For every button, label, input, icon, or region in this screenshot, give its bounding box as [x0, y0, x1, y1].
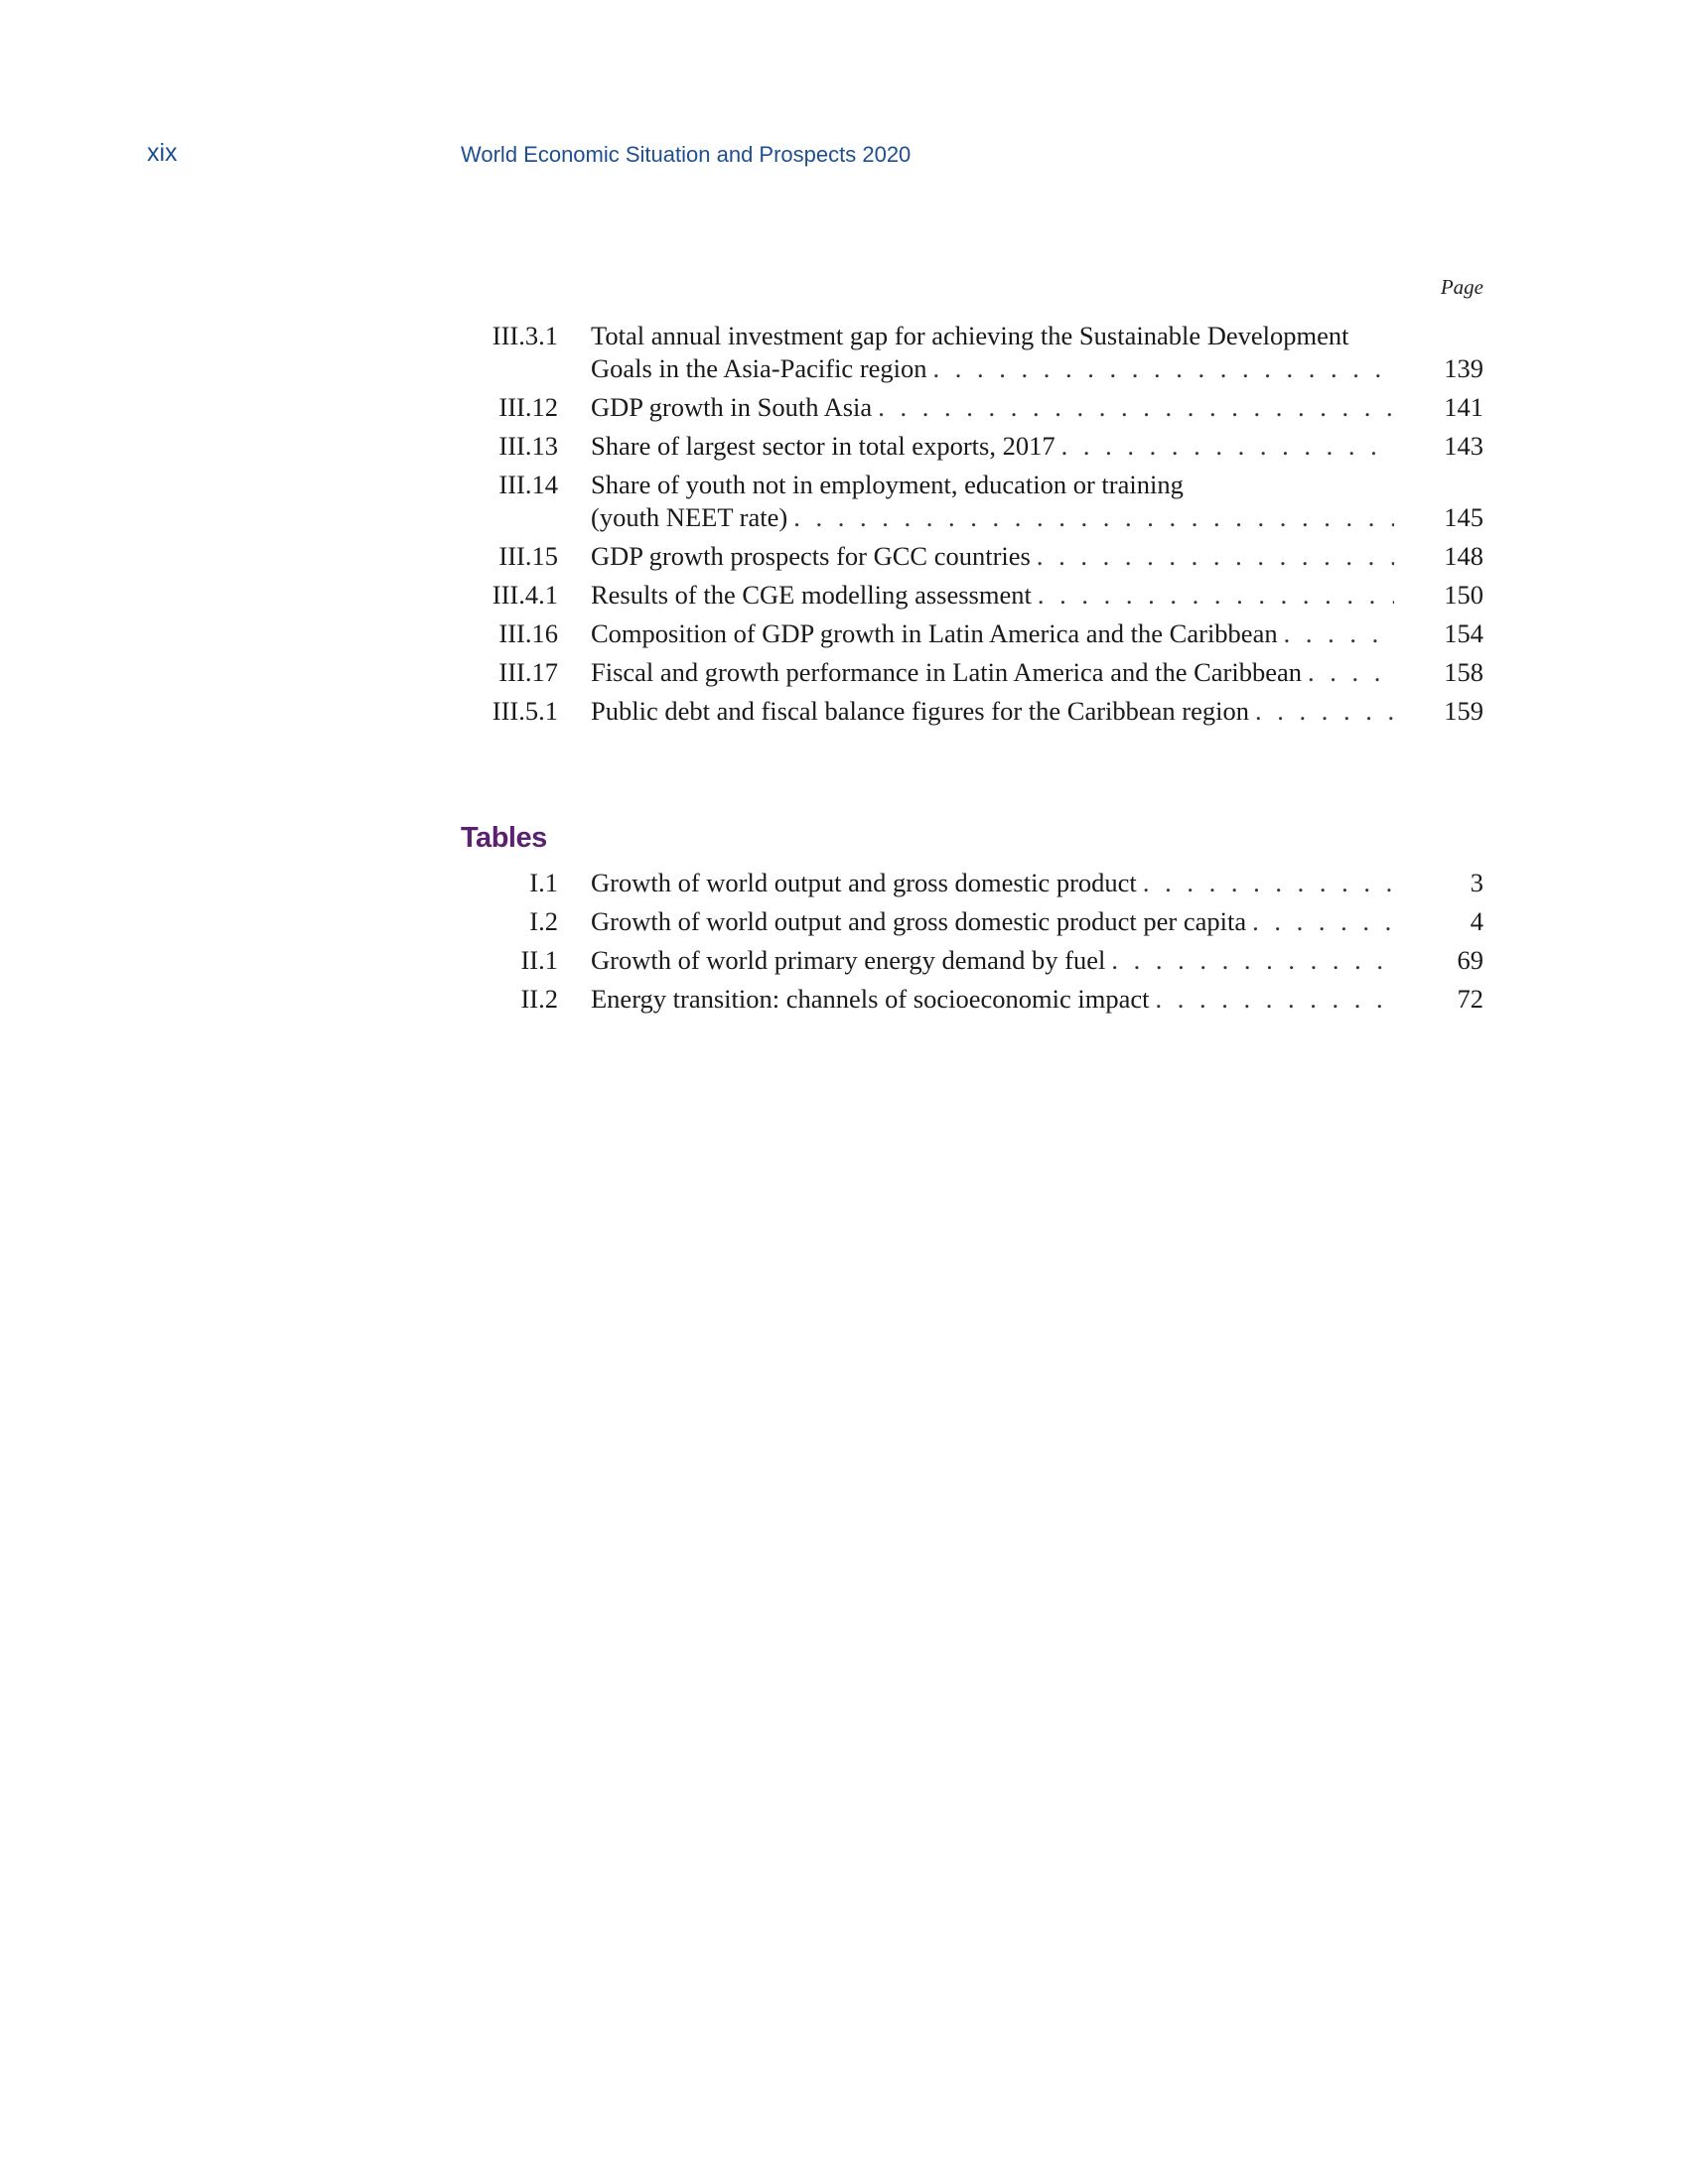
dot-leader: [1252, 905, 1394, 938]
figures-list: [461, 320, 1483, 734]
entry-number: III.14: [498, 470, 558, 499]
running-head: [0, 139, 1688, 179]
dot-leader: [1111, 944, 1394, 977]
entry-title: GDP growth in South Asia: [591, 392, 873, 422]
dot-leader: [1061, 430, 1394, 463]
entry-number: III.17: [498, 657, 558, 687]
figure-entry[interactable]: [461, 695, 1483, 728]
entry-title: Growth of world output and gross domestic product per capita: [591, 906, 1247, 936]
entry-page: 143: [1444, 431, 1483, 461]
figure-entry[interactable]: [461, 656, 1483, 689]
entry-title: Growth of world output and gross domestic product: [591, 868, 1137, 897]
entry-number: III.16: [498, 618, 558, 648]
table-entry[interactable]: [461, 944, 1483, 977]
book-title: World Economic Situation and Prospects 2020: [461, 142, 912, 167]
entry-title: Composition of GDP growth in Latin America and the Caribbean: [591, 618, 1278, 648]
entry-number: II.1: [520, 945, 558, 975]
dot-leader: [1284, 617, 1394, 650]
figure-entry[interactable]: [461, 579, 1483, 612]
entry-page: 158: [1444, 657, 1483, 687]
entry-title: Share of largest sector in total exports, 2017: [591, 431, 1055, 461]
entry-page: 145: [1444, 502, 1483, 532]
entry-page: 3: [1470, 868, 1483, 897]
dot-leader: [1308, 656, 1394, 689]
table-entry[interactable]: [461, 905, 1483, 938]
entry-number: III.13: [498, 431, 558, 461]
dot-leader: [878, 391, 1394, 424]
entry-title: Fiscal and growth performance in Latin America and the Caribbean: [591, 657, 1302, 687]
entry-number: III.3.1: [492, 321, 558, 350]
entry-title: Energy transition: channels of socioeconomic impact: [591, 984, 1150, 1014]
table-entry[interactable]: [461, 867, 1483, 899]
dot-leader: [1255, 695, 1394, 728]
entry-title-line: Share of youth not in employment, education or training: [591, 470, 1184, 499]
entry-number: III.15: [498, 541, 558, 571]
entry-page: 139: [1444, 353, 1483, 383]
entry-number: III.12: [498, 392, 558, 422]
entry-number: II.2: [520, 984, 558, 1014]
section-heading-tables: Tables: [461, 822, 547, 854]
figure-entry[interactable]: [461, 469, 1483, 534]
entry-page: 4: [1470, 906, 1483, 936]
entry-number: I.1: [529, 868, 558, 897]
dot-leader: [1038, 579, 1394, 612]
entry-page: 148: [1444, 541, 1483, 571]
dot-leader: [1155, 983, 1394, 1016]
entry-page: 150: [1444, 580, 1483, 610]
entry-title: Public debt and fiscal balance figures for the Caribbean region: [591, 696, 1249, 726]
entry-title: Growth of world primary energy demand by fuel: [591, 945, 1106, 975]
table-entry[interactable]: [461, 983, 1483, 1016]
dot-leader: [1037, 540, 1394, 573]
entry-number: I.2: [529, 906, 558, 936]
entry-number: III.5.1: [492, 696, 558, 726]
entry-page: 159: [1444, 696, 1483, 726]
entry-title: Results of the CGE modelling assessment: [591, 580, 1032, 610]
entry-title-line: Total annual investment gap for achieving the Sustainable Development: [591, 321, 1349, 350]
figure-entry[interactable]: [461, 617, 1483, 650]
page-column-label: Page: [1440, 275, 1483, 299]
figure-entry[interactable]: [461, 320, 1483, 385]
page-folio: xix: [147, 139, 178, 167]
dot-leader: [933, 352, 1394, 385]
figure-entry[interactable]: [461, 540, 1483, 573]
entry-title: (youth NEET rate): [591, 502, 788, 532]
entry-title: GDP growth prospects for GCC countries: [591, 541, 1031, 571]
figure-entry[interactable]: [461, 391, 1483, 424]
figure-entry[interactable]: [461, 430, 1483, 463]
dot-leader: [1143, 867, 1394, 899]
entry-page: 141: [1444, 392, 1483, 422]
entry-page: 72: [1457, 984, 1483, 1014]
entry-page: 154: [1444, 618, 1483, 648]
entry-page: 69: [1457, 945, 1483, 975]
entry-title: Goals in the Asia-Pacific region: [591, 353, 927, 383]
tables-list: [461, 822, 1483, 1022]
entry-number: III.4.1: [492, 580, 558, 610]
dot-leader: [793, 501, 1394, 534]
